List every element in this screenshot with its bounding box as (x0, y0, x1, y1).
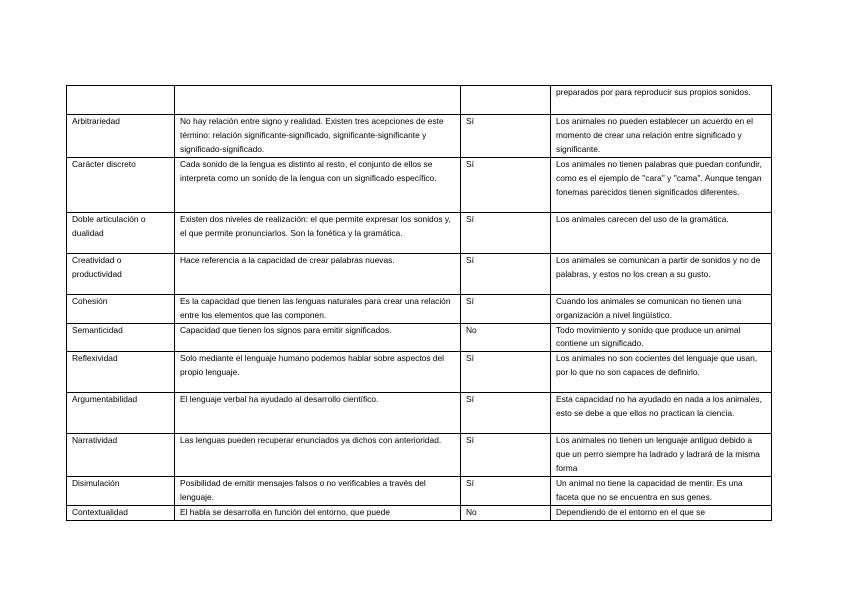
animals-cell: Un animal no tiene la capacidad de mentir. Es una faceta que no se encuentra en sus genes. (551, 477, 772, 506)
table-row (67, 157, 772, 212)
table-row (67, 352, 772, 393)
table-row (67, 323, 772, 352)
human-cell: Sí (461, 294, 551, 323)
human-cell: No (461, 505, 551, 520)
definition-cell (175, 86, 461, 115)
animals-cell: Los animales no tienen un lenguaje antiguo debido a que un perro siempre ha ladrado y ladrará de la misma forma (551, 434, 772, 477)
human-cell: Sí (461, 352, 551, 393)
definition-cell: Capacidad que tienen los signos para emitir significados. (175, 323, 461, 352)
animals-cell: Cuando los animales se comunican no tienen una organización a nivel lingüístico. (551, 294, 772, 323)
human-cell: Sí (461, 115, 551, 158)
definition-cell: Solo mediante el lenguaje humano podemos hablar sobre aspectos del propio lenguaje. (175, 352, 461, 393)
animals-cell: Dependiendo de el entorno en el que se (551, 505, 772, 520)
table-row (67, 294, 772, 323)
definition-cell: Posibilidad de emitir mensajes falsos o no verificables a través del lenguaje. (175, 477, 461, 506)
property-cell: Reflexividad (67, 352, 175, 393)
table-row (67, 505, 772, 520)
definition-cell: Existen dos niveles de realización: el que permite expresar los sonidos y, el que permite pronunciarlos. Son la fonética y la gramática. (175, 212, 461, 253)
property-cell: Carácter discreto (67, 157, 175, 212)
property-cell: Contextualidad (67, 505, 175, 520)
definition-cell: El habla se desarrolla en función del entorno, que puede (175, 505, 461, 520)
animals-cell: Los animales no son cocientes del lenguaje que usan, por lo que no son capaces de definirlo. (551, 352, 772, 393)
human-cell: Sí (461, 393, 551, 434)
property-cell: Arbitrariedad (67, 115, 175, 158)
table-row (67, 393, 772, 434)
animals-cell: Los animales se comunican a partir de sonidos y no de palabras, y estos no los crean a su gusto. (551, 253, 772, 294)
language-properties-table (66, 85, 772, 521)
table-row (67, 477, 772, 506)
human-cell: Sí (461, 157, 551, 212)
property-cell: Creatividad o productividad (67, 253, 175, 294)
table-row (67, 86, 772, 115)
animals-cell: Todo movimiento y sonido que produce un animal contiene un significado. (551, 323, 772, 352)
table-row (67, 212, 772, 253)
property-cell: Cohesión (67, 294, 175, 323)
table-row (67, 434, 772, 477)
human-cell: Sí (461, 253, 551, 294)
animals-cell: preparados por para reproducir sus propios sonidos. (551, 86, 772, 115)
definition-cell: Hace referencia a la capacidad de crear palabras nuevas. (175, 253, 461, 294)
property-cell (67, 86, 175, 115)
table-row (67, 253, 772, 294)
property-cell: Doble articulación o dualidad (67, 212, 175, 253)
human-cell (461, 86, 551, 115)
animals-cell: Los animales no pueden establecer un acuerdo en el momento de crear una relación entre significado y significante. (551, 115, 772, 158)
table-row (67, 115, 772, 158)
animals-cell: Los animales no tienen palabras que puedan confundir, como es el ejemplo de ''cara'' y ''cama''. Aunque tengan fonemas parecidos tienen significados diferentes. (551, 157, 772, 212)
definition-cell: Las lenguas pueden recuperar enunciados ya dichos con anterioridad. (175, 434, 461, 477)
human-cell: Sí (461, 212, 551, 253)
animals-cell: Esta capacidad no ha ayudado en nada a los animales, esto se debe a que ellos no practican la ciencia. (551, 393, 772, 434)
definition-cell: No hay relación entre signo y realidad. Existen tres acepciones de este término: relación significante-significado, significante-significante y significado-significado. (175, 115, 461, 158)
human-cell: No (461, 323, 551, 352)
property-cell: Semanticidad (67, 323, 175, 352)
animals-cell: Los animales carecen del uso de la gramática. (551, 212, 772, 253)
definition-cell: Cada sonido de la lengua es distinto al resto, el conjunto de ellos se interpreta como un sonido de la lengua con un significado específico. (175, 157, 461, 212)
property-cell: Argumentabilidad (67, 393, 175, 434)
human-cell: Sí (461, 434, 551, 477)
definition-cell: Es la capacidad que tienen las lenguas naturales para crear una relación entre los elementos que las componen. (175, 294, 461, 323)
human-cell: Sí (461, 477, 551, 506)
property-cell: Disimulación (67, 477, 175, 506)
property-cell: Narratividad (67, 434, 175, 477)
definition-cell: El lenguaje verbal ha ayudado al desarrollo científico. (175, 393, 461, 434)
